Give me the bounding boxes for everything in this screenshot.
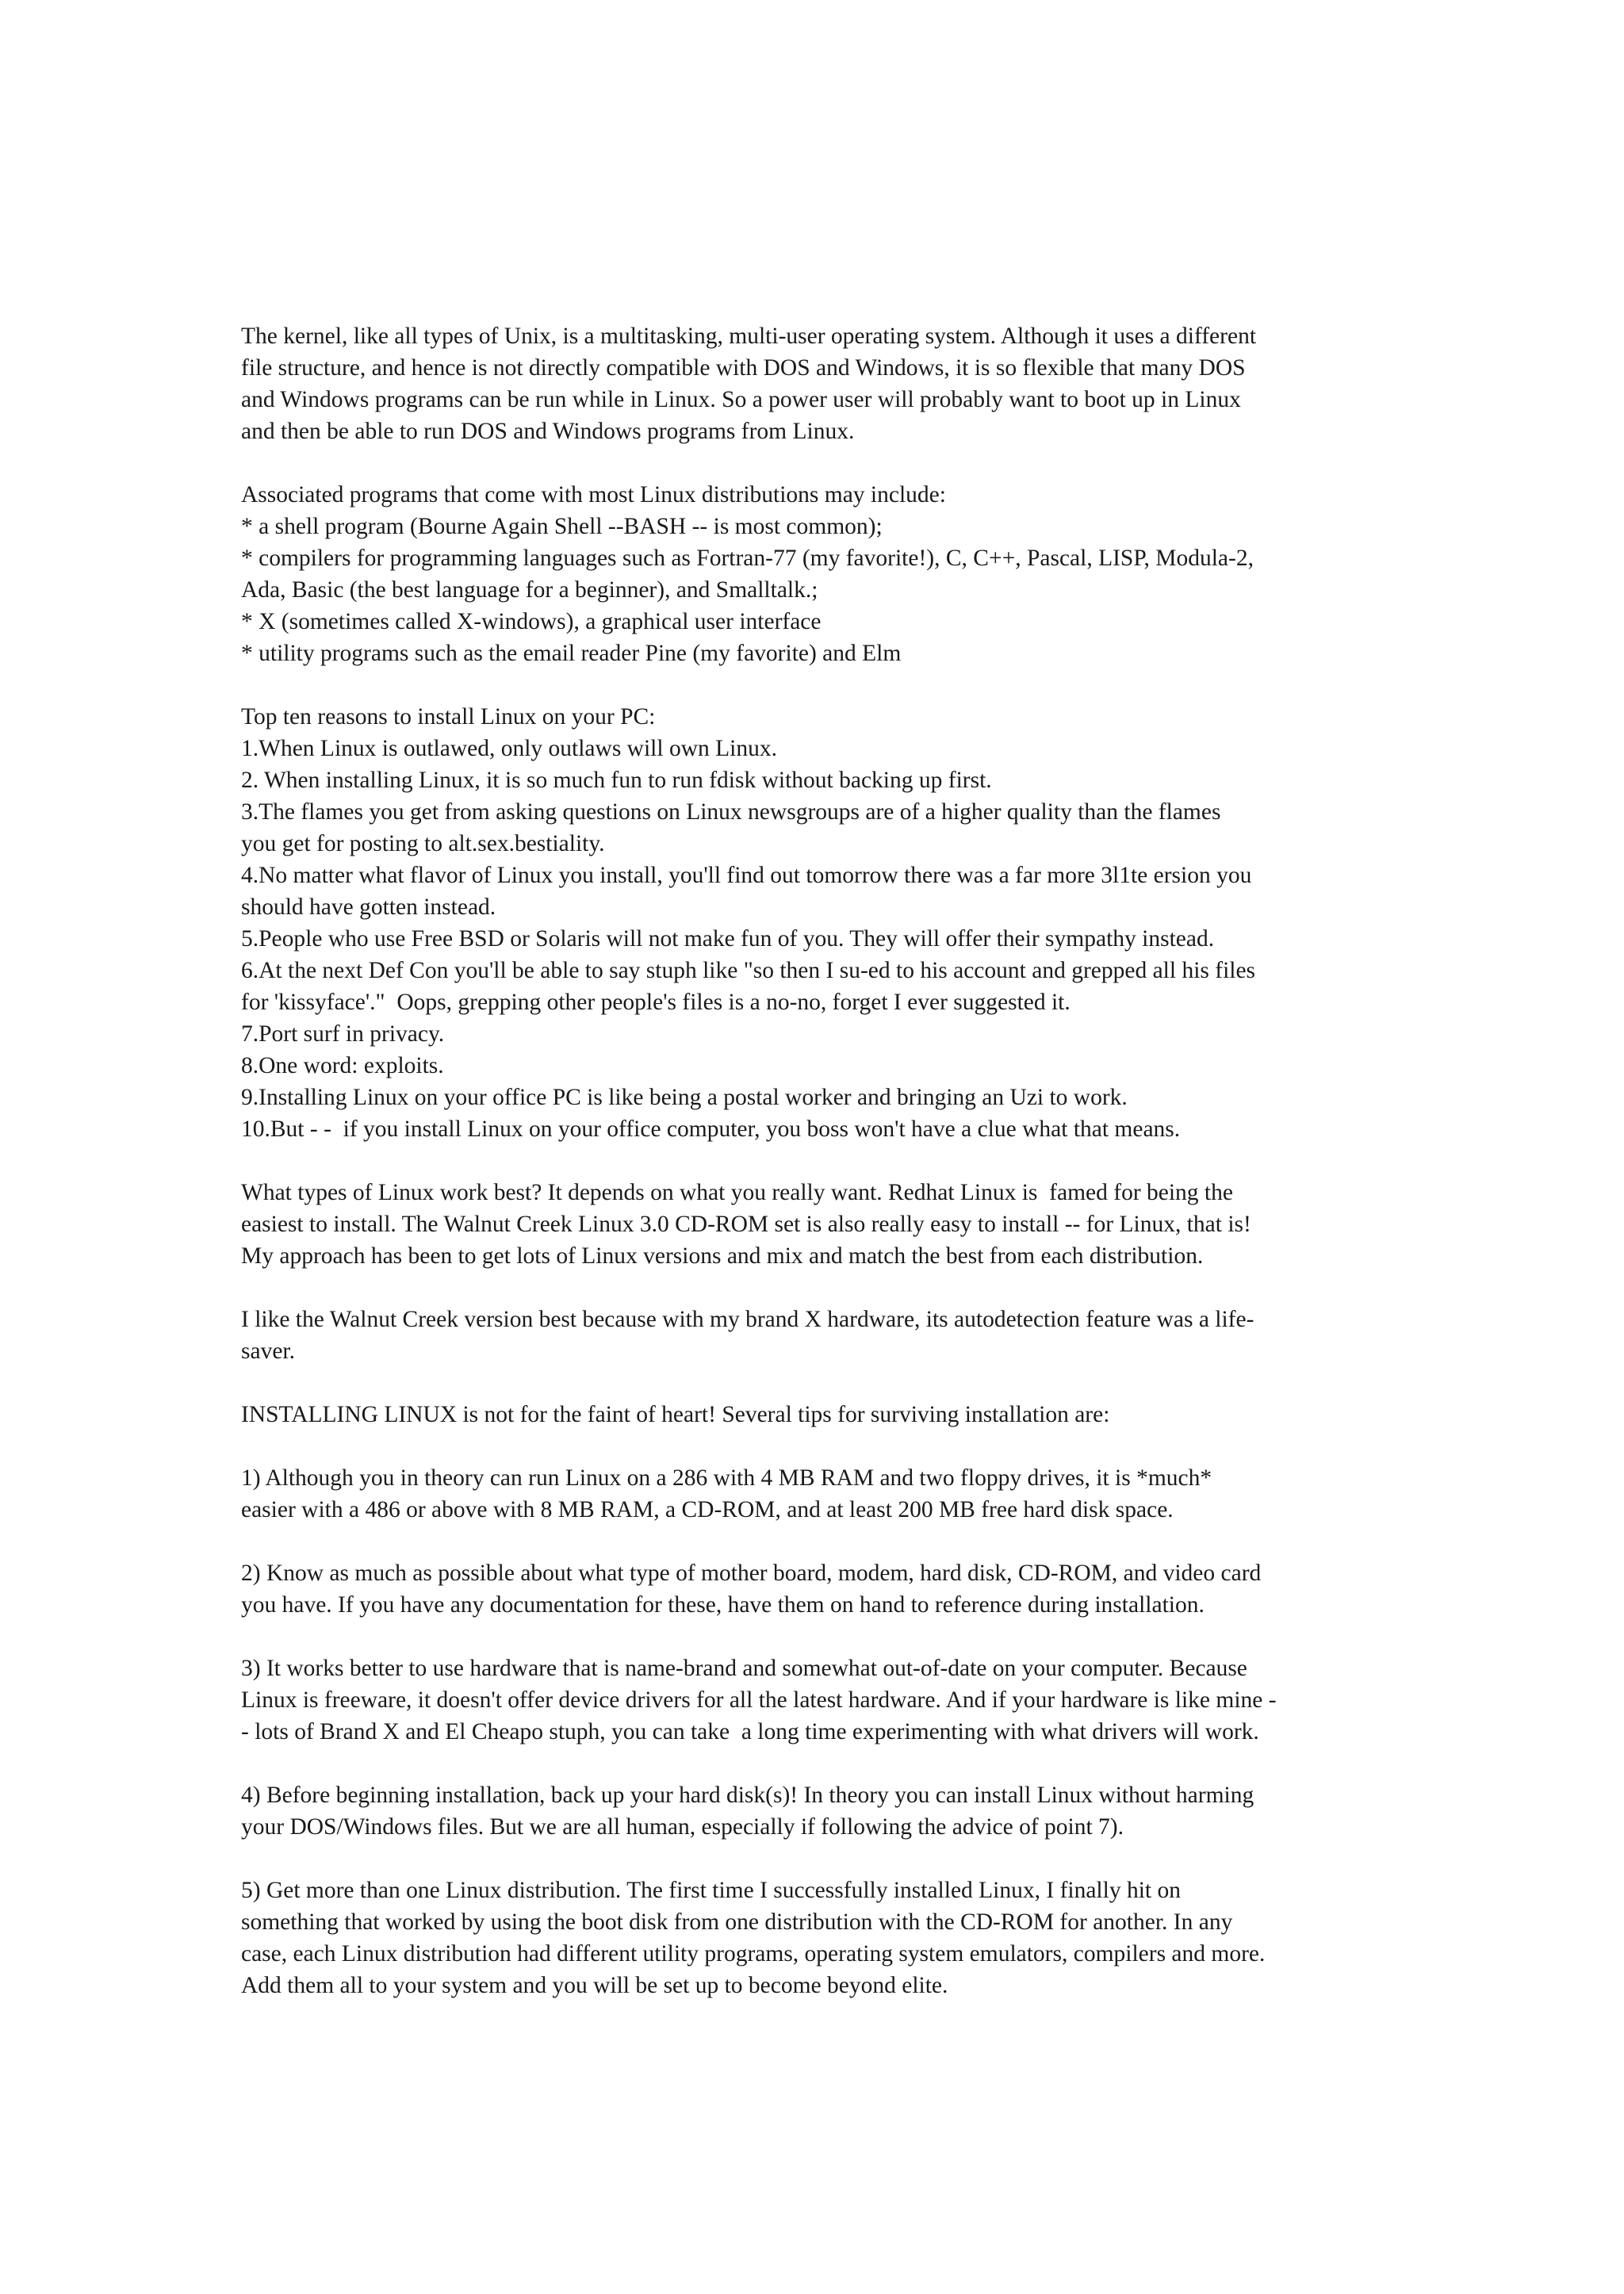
list-item: 5.People who use Free BSD or Solaris will not make fun of you. They will offer their sympathy instead. bbox=[241, 926, 1215, 952]
paragraph-walnut-creek bbox=[241, 1304, 1407, 1367]
paragraph-tip-3 bbox=[241, 1653, 1407, 1748]
paragraph-kernel bbox=[241, 320, 1407, 447]
text-line: you get for posting to alt.sex.bestiality. bbox=[241, 831, 605, 856]
paragraph-tip-4 bbox=[241, 1779, 1407, 1843]
text-line: and Windows programs can be run while in Linux. So a power user will probably want to boot up in Linux bbox=[241, 387, 1241, 412]
text-line: saver. bbox=[241, 1338, 295, 1364]
text-line: for 'kissyface'." Oops, grepping other people's files is a no-no, forget I ever suggested it. bbox=[241, 990, 1071, 1015]
list-item: * a shell program (Bourne Again Shell --BASH -- is most common); bbox=[241, 514, 883, 539]
text-line: - lots of Brand X and El Cheapo stuph, you can take a long time experimenting with what drivers will work. bbox=[241, 1719, 1259, 1744]
paragraph-top-ten-reasons bbox=[241, 701, 1407, 1145]
text-line: your DOS/Windows files. But we are all human, especially if following the advice of point 7). bbox=[241, 1814, 1124, 1840]
text-line: and then be able to run DOS and Windows programs from Linux. bbox=[241, 419, 855, 444]
text-line: 3) It works better to use hardware that is name-brand and somewhat out-of-date on your computer. Because bbox=[241, 1656, 1247, 1681]
text-line: Ada, Basic (the best language for a beginner), and Smalltalk.; bbox=[241, 577, 818, 603]
text-line: Linux is freeware, it doesn't offer device drivers for all the latest hardware. And if your hardware is like mine - bbox=[241, 1687, 1277, 1713]
text-line: easiest to install. The Walnut Creek Linux 3.0 CD-ROM set is also really easy to install -- for Linux, that is! bbox=[241, 1212, 1251, 1237]
list-item: 8.One word: exploits. bbox=[241, 1053, 444, 1078]
paragraph-associated-programs bbox=[241, 479, 1407, 669]
list-item: 1.When Linux is outlawed, only outlaws will own Linux. bbox=[241, 736, 777, 761]
list-item: 7.Port surf in privacy. bbox=[241, 1021, 445, 1047]
text-line: I like the Walnut Creek version best because with my brand X hardware, its autodetection feature was a life- bbox=[241, 1307, 1254, 1332]
text-line: 4) Before beginning installation, back up your hard disk(s)! In theory you can install Linux without harming bbox=[241, 1783, 1254, 1808]
text-line: easier with a 486 or above with 8 MB RAM, a CD-ROM, and at least 200 MB free hard disk space. bbox=[241, 1497, 1174, 1522]
text-line: 2) Know as much as possible about what type of mother board, modem, hard disk, CD-ROM, and video card bbox=[241, 1561, 1262, 1586]
list-item: 10.But - - if you install Linux on your office computer, you boss won't have a clue what that means. bbox=[241, 1116, 1181, 1142]
list-item: 4.No matter what flavor of Linux you install, you'll find out tomorrow there was a far more 3l1te ersion you bbox=[241, 863, 1252, 888]
list-item: * utility programs such as the email reader Pine (my favorite) and Elm bbox=[241, 641, 902, 666]
list-item: 3.The flames you get from asking questions on Linux newsgroups are of a higher quality than the flames bbox=[241, 799, 1221, 825]
paragraph-linux-types bbox=[241, 1177, 1407, 1272]
text-line: case, each Linux distribution had different utility programs, operating system emulators, compilers and more. bbox=[241, 1941, 1266, 1967]
text-line: Associated programs that come with most Linux distributions may include: bbox=[241, 482, 946, 507]
text-line: something that worked by using the boot disk from one distribution with the CD-ROM for another. In any bbox=[241, 1909, 1233, 1935]
text-line: 5) Get more than one Linux distribution. The first time I successfully installed Linux, I finally hit on bbox=[241, 1878, 1181, 1903]
paragraph-tip-2 bbox=[241, 1557, 1407, 1621]
text-line: The kernel, like all types of Unix, is a multitasking, multi-user operating system. Although it uses a different bbox=[241, 324, 1257, 349]
list-item: * compilers for programming languages such as Fortran-77 (my favorite!), C, C++, Pascal, LISP, Modula-2, bbox=[241, 546, 1254, 571]
text-line: What types of Linux work best? It depends on what you really want. Redhat Linux is famed for being the bbox=[241, 1180, 1233, 1205]
list-item: 6.At the next Def Con you'll be able to say stuph like "so then I su-ed to his account and grepped all his files bbox=[241, 958, 1256, 983]
text-line: should have gotten instead. bbox=[241, 894, 496, 920]
paragraph-tip-5 bbox=[241, 1875, 1407, 2001]
text-line: INSTALLING LINUX is not for the faint of heart! Several tips for surviving installation are: bbox=[241, 1402, 1110, 1427]
text-line: file structure, and hence is not directly compatible with DOS and Windows, it is so flexible that many DOS bbox=[241, 355, 1246, 381]
text-line: My approach has been to get lots of Linux versions and mix and match the best from each distribution. bbox=[241, 1243, 1204, 1269]
document-page bbox=[241, 320, 1407, 2033]
text-line: you have. If you have any documentation for these, have them on hand to reference during installation. bbox=[241, 1592, 1205, 1618]
paragraph-tip-1 bbox=[241, 1462, 1407, 1526]
text-line: Add them all to your system and you will be set up to become beyond elite. bbox=[241, 1973, 948, 1998]
list-item: * X (sometimes called X-windows), a graphical user interface bbox=[241, 609, 822, 634]
list-item: 9.Installing Linux on your office PC is like being a postal worker and bringing an Uzi to work. bbox=[241, 1085, 1128, 1110]
list-item: 2. When installing Linux, it is so much fun to run fdisk without backing up first. bbox=[241, 768, 992, 793]
text-line: Top ten reasons to install Linux on your PC: bbox=[241, 704, 656, 730]
paragraph-installing-linux bbox=[241, 1399, 1407, 1430]
text-line: 1) Although you in theory can run Linux on a 286 with 4 MB RAM and two floppy drives, it is *much* bbox=[241, 1465, 1212, 1491]
